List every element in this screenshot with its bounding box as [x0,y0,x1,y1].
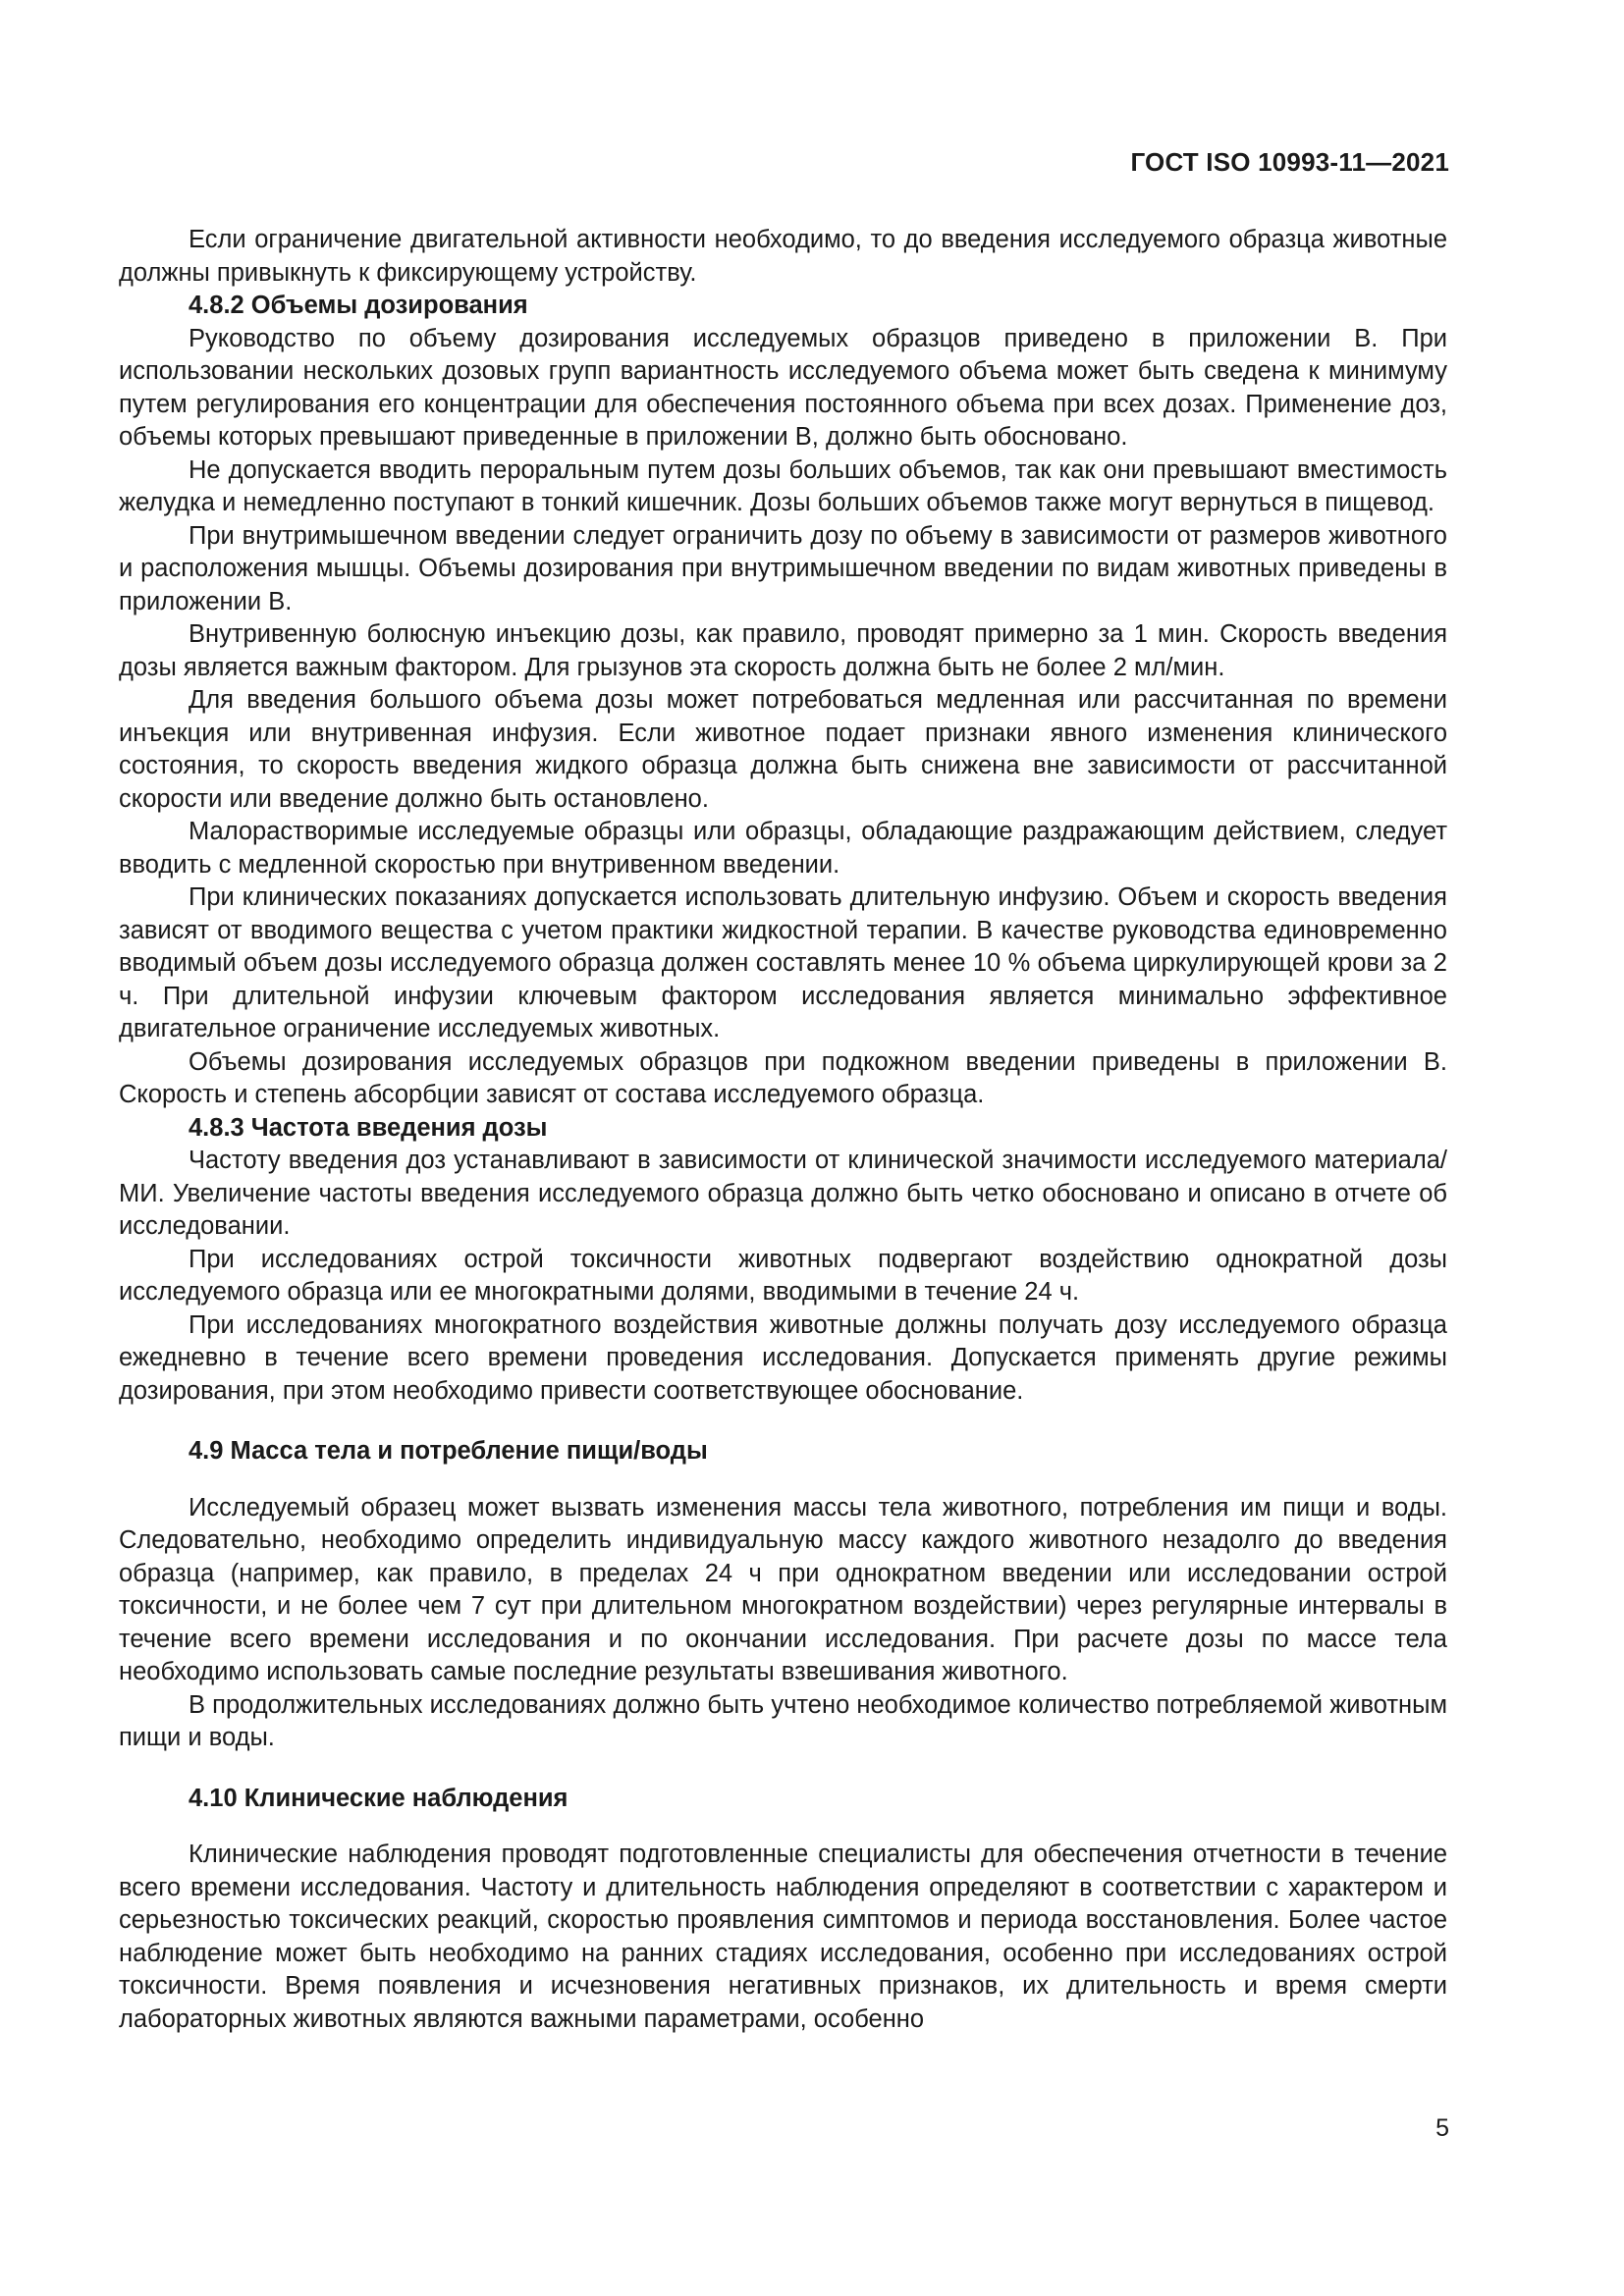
paragraph: Малорастворимые исследуемые образцы или образцы, обладающие раздражающим действием, следует вводить с медленной скоростью при внутривенном введении. [119,818,1447,879]
paragraph: Объемы дозирования исследуемых образцов при подкожном введении приведены в приложении В. Скорость и степень абсорбции зависят от состава исследуемого образца. [119,1047,1447,1108]
paragraph: Для введения большого объема дозы может потребоваться медленная или рассчитанная по времени инъекция или внутривенная инфузия. Если животное подает признаки явного изменения клинического состояния, то скорость введения жидкого образца должна быть снижена вне зависимости от рассчитанной скорости или введение должно быть остановлено. [119,686,1447,813]
paragraph: При клинических показаниях допускается использовать длительную инфузию. Объем и скорость введения зависят от вводимого вещества с учетом практики жидкостной терапии. В качестве руководства единовременно вводимый объем дозы исследуемого образца должен составлять менее 10 % объема циркулирующей крови за 2 ч. При длительной инфузии ключевым фактором исследования является минимально эффективное двигательное ограничение исследуемых животных. [119,883,1447,1042]
paragraph: Исследуемый образец может вызвать изменения массы тела животного, потребления им пищи и воды. Следовательно, необходимо определить индивидуальную массу каждого животного незадолго до введения образца (например, как правило, в пределах 24 ч при однократном введении или исследовании острой токсичности, и не более чем 7 сут при длительном многократном воздействии) через регулярные интервалы в течение всего времени исследования и по окончании исследования. При расчете дозы по массе тела необходимо использовать самые последние результаты взвешивания животного. [119,1493,1447,1685]
document-body [119,224,1447,2036]
paragraph: При исследованиях многократного воздействия животные должны получать дозу исследуемого образца ежедневно в течение всего времени проведения исследования. Допускается применять другие режимы дозирования, при этом необходимо привести соответствующее обоснование. [119,1310,1447,1405]
paragraph: Не допускается вводить пероральным путем дозы больших объемов, так как они превышают вместимость желудка и немедленно поступают в тонкий кишечник. Дозы больших объемов также могут вернуться в пищевод. [119,455,1447,516]
document-header: ГОСТ ISO 10993-11—2021 [1130,147,1449,177]
section-heading-4-10: 4.10 Клинические наблюдения [189,1784,568,1812]
paragraph: Если ограничение двигательной активности необходимо, то до введения исследуемого образца животные должны привыкнуть к фиксирующему устройству. [119,226,1447,287]
paragraph: При внутримышечном введении следует ограничить дозу по объему в зависимости от размеров животного и расположения мышцы. Объемы дозирования при внутримышечном введении по видам животных приведены в приложении В. [119,521,1447,615]
subsection-heading-4-8-3: 4.8.3 Частота введения дозы [189,1113,548,1142]
paragraph: Внутривенную болюсную инъекцию дозы, как правило, проводят примерно за 1 мин. Скорость введения дозы является важным фактором. Для грызунов эта скорость должна быть не более 2 мл/мин. [119,620,1447,681]
paragraph: Частоту введения доз устанавливают в зависимости от клинической значимости исследуемого материала/МИ. Увеличение частоты введения исследуемого образца должно быть четко обосновано и описано в отчете об исследовании. [119,1147,1447,1240]
paragraph: При исследованиях острой токсичности животных подвергают воздействию однократной дозы исследуемого образца или ее многократными долями, вводимыми в течение 24 ч. [119,1245,1447,1306]
paragraph: Клинические наблюдения проводят подготовленные специалисты для обеспечения отчетности в течение всего времени исследования. Частоту и длительность наблюдения определяют в соответствии с характером и серьезностью токсических реакций, скоростью проявления симптомов и периода восстановления. Более частое наблюдение может быть необходимо на ранних стадиях исследования, особенно при исследованиях острой токсичности. Время появления и исчезновения негативных признаков, их длительность и время смерти лабораторных животных являются важными параметрами, особенно [119,1841,1447,2033]
section-heading-4-9: 4.9 Масса тела и потребление пищи/воды [189,1437,708,1465]
paragraph: Руководство по объему дозирования исследуемых образцов приведено в приложении В. При использовании нескольких дозовых групп вариантность исследуемого объема может быть сведена к минимуму путем регулирования его концентрации для обеспечения постоянного объема при всех дозах. Применение доз, объемы которых превышают приведенные в приложении В, должно быть обосновано. [119,324,1447,451]
subsection-heading-4-8-2: 4.8.2 Объемы дозирования [189,292,528,319]
paragraph: В продолжительных исследованиях должно быть учтено необходимое количество потребляемой животным пищи и воды. [119,1690,1447,1751]
page-number: 5 [1435,2114,1449,2142]
